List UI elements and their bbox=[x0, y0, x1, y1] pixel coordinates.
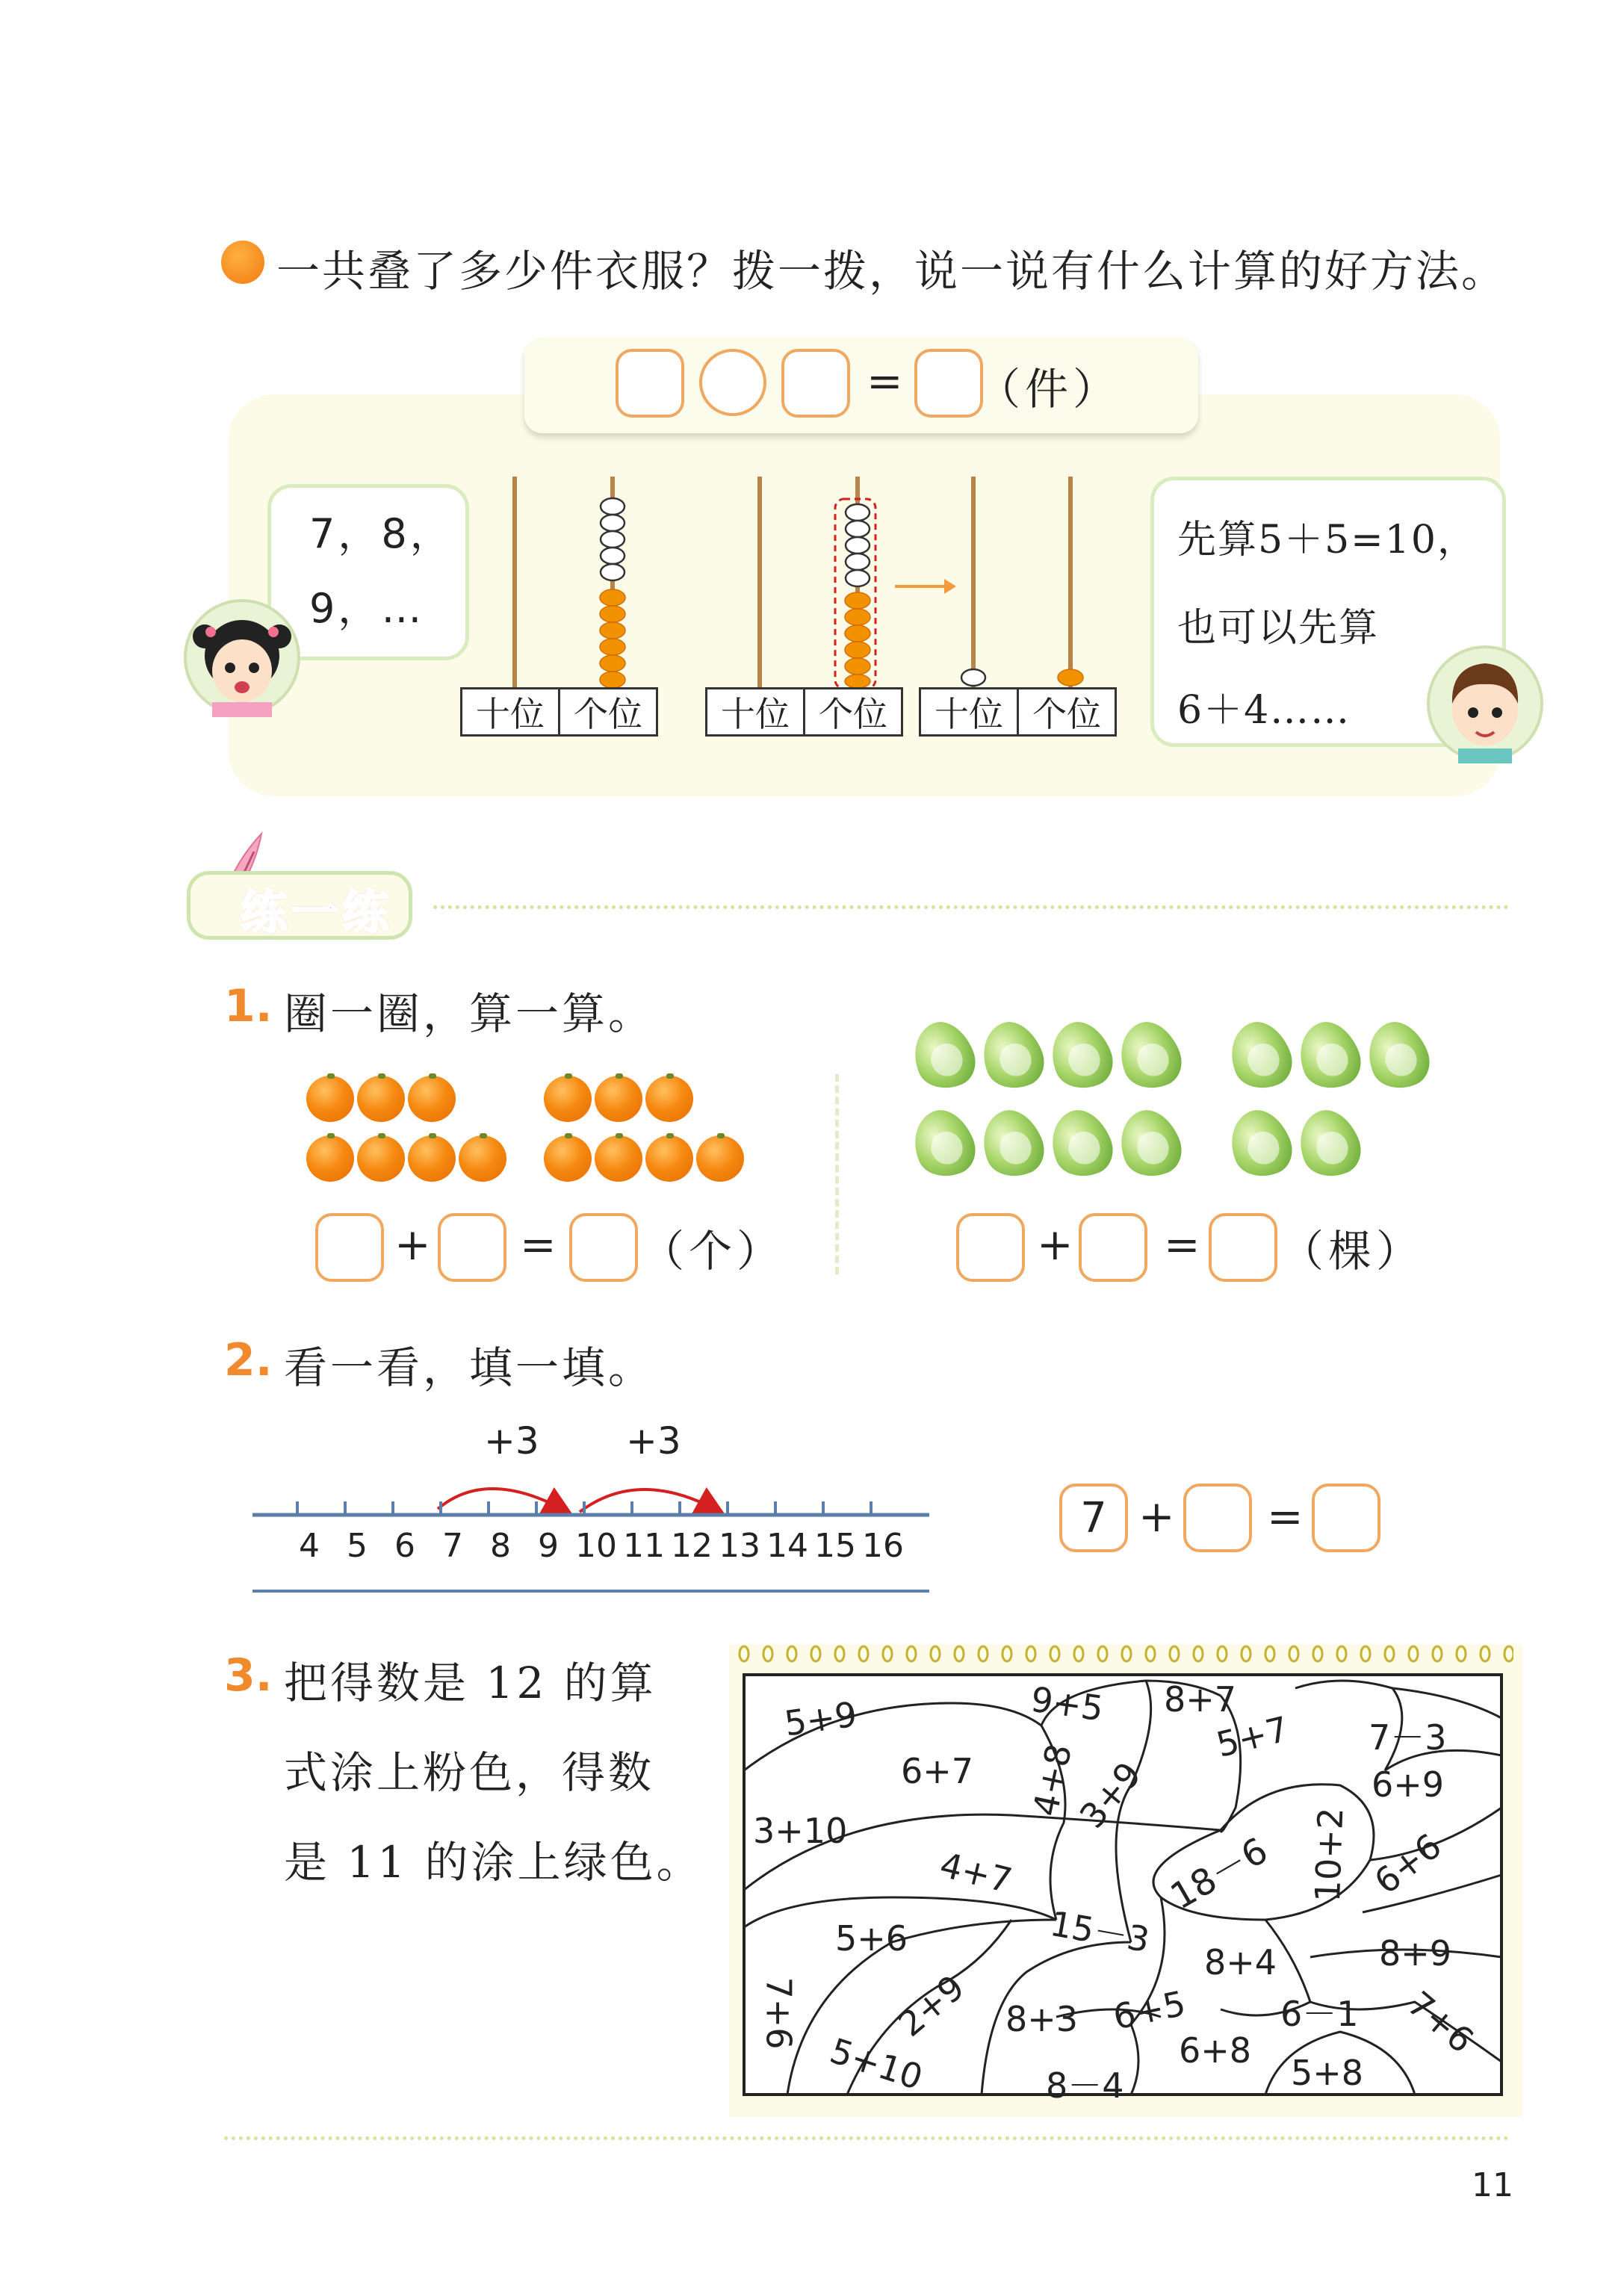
q1-right-box-3[interactable] bbox=[1209, 1213, 1277, 1282]
orange-icon bbox=[595, 1135, 642, 1182]
expr-label[interactable]: 5+7 bbox=[1212, 1708, 1293, 1765]
q1-left-equals: = bbox=[520, 1219, 557, 1270]
abacus1-ones-label: 个位 bbox=[558, 687, 658, 737]
orange-icon bbox=[544, 1076, 592, 1122]
expr-label[interactable]: 8+4 bbox=[1204, 1942, 1277, 1983]
cabbage-icon bbox=[1358, 1014, 1437, 1098]
expr-label[interactable]: 4+7 bbox=[935, 1844, 1017, 1901]
answer-box-1[interactable] bbox=[616, 349, 684, 418]
expr-label[interactable]: 5+8 bbox=[1291, 2053, 1364, 2093]
expr-label[interactable]: 6+8 bbox=[1179, 2030, 1252, 2071]
q3-line1: 把得数是 12 的算 bbox=[284, 1658, 657, 1708]
operator-circle[interactable] bbox=[699, 349, 766, 416]
expr-label[interactable]: 15－3 bbox=[1047, 1903, 1153, 1961]
expr-label[interactable]: 7+6 bbox=[1400, 1983, 1482, 2061]
cabbage-icon bbox=[904, 1102, 983, 1186]
orange-icon bbox=[459, 1135, 506, 1182]
tick-label: 16 bbox=[862, 1527, 904, 1565]
abacus3-ones-label: 个位 bbox=[1017, 687, 1117, 737]
expr-label[interactable]: 10+2 bbox=[1307, 1806, 1351, 1903]
q1-right-box-2[interactable] bbox=[1079, 1213, 1147, 1282]
boy-bubble-line1: 先算5＋5=10， bbox=[1177, 518, 1478, 562]
cabbage-icon bbox=[1221, 1102, 1300, 1186]
page-number: 11 bbox=[1472, 2166, 1513, 2204]
abacus2-ones-label: 个位 bbox=[803, 687, 903, 737]
expr-label[interactable]: 6+5 bbox=[1109, 1983, 1189, 2038]
boy-bubble-line3: 6＋4…… bbox=[1177, 688, 1351, 733]
expr-label[interactable]: 3+9 bbox=[1071, 1754, 1150, 1836]
tick-label: 5 bbox=[347, 1527, 368, 1565]
expr-label[interactable]: 2+9 bbox=[890, 1967, 973, 2045]
expr-label[interactable]: 6+6 bbox=[1366, 1825, 1449, 1903]
expr-label[interactable]: 9+5 bbox=[1028, 1678, 1106, 1729]
tick-label: 15 bbox=[814, 1527, 856, 1565]
tick-label: 8 bbox=[490, 1527, 511, 1565]
expr-label[interactable]: 7+6 bbox=[758, 1977, 799, 2050]
abacus1-beads bbox=[590, 496, 636, 689]
right-arrow-icon bbox=[893, 575, 956, 598]
unit-piece: （件） bbox=[977, 364, 1121, 415]
cabbage-icon bbox=[904, 1014, 983, 1098]
tick-label: 10 bbox=[575, 1527, 617, 1565]
q2-plus: + bbox=[1138, 1491, 1175, 1542]
cabbage-icon bbox=[973, 1102, 1052, 1186]
orange-icon bbox=[645, 1135, 693, 1182]
abacus1-tens-rod bbox=[512, 477, 517, 687]
orange-icon bbox=[357, 1135, 405, 1182]
abacus3-tens-rod bbox=[971, 477, 976, 687]
cabbage-icon bbox=[1289, 1102, 1369, 1186]
abacus2-tens-label: 十位 bbox=[705, 687, 805, 737]
cabbage-icon bbox=[1110, 1014, 1189, 1098]
jump-label-1: +3 bbox=[484, 1419, 539, 1463]
spiral-binding bbox=[737, 1642, 1513, 1672]
expr-label[interactable]: 8+7 bbox=[1164, 1679, 1237, 1720]
girl-bubble-line2: 9，… bbox=[309, 585, 425, 632]
expr-label[interactable]: 8－4 bbox=[1046, 2065, 1124, 2106]
q2-text: 看一看，填一填。 bbox=[284, 1342, 655, 1393]
orange-icon bbox=[645, 1076, 693, 1122]
expr-label[interactable]: 7－3 bbox=[1369, 1717, 1447, 1758]
orange-bullet-icon bbox=[221, 241, 264, 284]
orange-icon bbox=[357, 1076, 405, 1122]
abacus3-tens-label: 十位 bbox=[919, 687, 1019, 737]
footer-dotted-line bbox=[224, 2136, 1509, 2140]
abacus2-tens-rod bbox=[757, 477, 762, 687]
abacus1-tens-label: 十位 bbox=[460, 687, 560, 737]
answer-box-3[interactable] bbox=[914, 349, 983, 418]
practice-dotted-line bbox=[433, 905, 1509, 909]
practice-title: 练一练 bbox=[241, 885, 394, 940]
abacus3-ones-bead bbox=[1056, 668, 1085, 687]
cabbage-icon bbox=[1110, 1102, 1189, 1186]
q2-equals: = bbox=[1267, 1491, 1304, 1542]
tick-label: 14 bbox=[766, 1527, 808, 1565]
tick-label: 11 bbox=[623, 1527, 665, 1565]
expr-label[interactable]: 6－1 bbox=[1280, 1994, 1359, 2034]
expr-label[interactable]: 18－6 bbox=[1163, 1829, 1275, 1918]
expr-label[interactable]: 6+7 bbox=[901, 1751, 974, 1791]
q2-box-given bbox=[1059, 1484, 1128, 1552]
expr-label[interactable]: 4+8 bbox=[1025, 1740, 1080, 1820]
q1-right-plus: + bbox=[1037, 1219, 1073, 1270]
intro-question: 一共叠了多少件衣服？拨一拨，说一说有什么计算的好方法。 bbox=[276, 246, 1507, 297]
q3-line2: 式涂上粉色，得数 bbox=[284, 1747, 655, 1798]
expr-label[interactable]: 5+9 bbox=[781, 1693, 860, 1744]
orange-icon bbox=[408, 1076, 456, 1122]
expr-label[interactable]: 8+3 bbox=[1005, 1999, 1079, 2039]
q1-left-unit: （个） bbox=[641, 1226, 785, 1277]
q3-number: 3. bbox=[224, 1649, 273, 1702]
expr-label[interactable]: 6+9 bbox=[1372, 1764, 1445, 1805]
q1-left-box-2[interactable] bbox=[438, 1213, 506, 1282]
q2-box-2[interactable] bbox=[1183, 1484, 1252, 1552]
tick-label: 12 bbox=[671, 1527, 713, 1565]
answer-box-2[interactable] bbox=[781, 349, 850, 418]
abacus2-beads bbox=[822, 496, 889, 692]
orange-icon bbox=[408, 1135, 456, 1182]
tick-label: 13 bbox=[719, 1527, 760, 1565]
q2-box-3[interactable] bbox=[1312, 1484, 1380, 1552]
expr-label[interactable]: 3+10 bbox=[753, 1811, 848, 1851]
q1-number: 1. bbox=[224, 980, 273, 1032]
cabbage-icon bbox=[1041, 1014, 1121, 1098]
expr-label[interactable]: 5+10 bbox=[825, 2030, 928, 2098]
q1-right-equals: = bbox=[1164, 1219, 1200, 1270]
expr-label[interactable]: 5+6 bbox=[835, 1918, 908, 1959]
tick-label: 6 bbox=[394, 1527, 415, 1565]
q2-number: 2. bbox=[224, 1334, 273, 1386]
q3-line3: 是 11 的涂上绿色。 bbox=[284, 1837, 703, 1888]
orange-icon bbox=[306, 1135, 354, 1182]
tick-label: 9 bbox=[538, 1527, 559, 1565]
cabbage-icon bbox=[973, 1014, 1052, 1098]
q1-left-plus: + bbox=[394, 1219, 431, 1270]
q2-given-number: 7 bbox=[1080, 1493, 1107, 1543]
tick-label: 7 bbox=[442, 1527, 463, 1565]
orange-icon bbox=[595, 1076, 642, 1122]
q1-left-box-3[interactable] bbox=[569, 1213, 638, 1282]
abacus3-ones-rod bbox=[1068, 477, 1073, 687]
q1-right-unit: （棵） bbox=[1280, 1226, 1425, 1277]
jump-label-2: +3 bbox=[626, 1419, 681, 1463]
q1-text: 圈一圈，算一算。 bbox=[284, 988, 655, 1039]
q1-right-box-1[interactable] bbox=[956, 1213, 1025, 1282]
q1-left-box-1[interactable] bbox=[315, 1213, 384, 1282]
q1-divider bbox=[835, 1074, 839, 1274]
expr-label[interactable]: 8+9 bbox=[1379, 1933, 1452, 1974]
orange-icon bbox=[696, 1135, 744, 1182]
orange-icon bbox=[544, 1135, 592, 1182]
abacus3-tens-bead bbox=[958, 668, 988, 687]
girl-avatar bbox=[182, 598, 302, 717]
equals-sign: = bbox=[867, 356, 903, 406]
cabbage-icon bbox=[1289, 1014, 1369, 1098]
orange-icon bbox=[306, 1076, 354, 1122]
boy-bubble-line2: 也可以先算 bbox=[1177, 606, 1380, 651]
cabbage-icon bbox=[1221, 1014, 1300, 1098]
boy-avatar bbox=[1425, 644, 1545, 763]
cabbage-icon bbox=[1041, 1102, 1121, 1186]
tick-label: 4 bbox=[299, 1527, 320, 1565]
girl-bubble-line1: 7，8， bbox=[309, 510, 453, 557]
